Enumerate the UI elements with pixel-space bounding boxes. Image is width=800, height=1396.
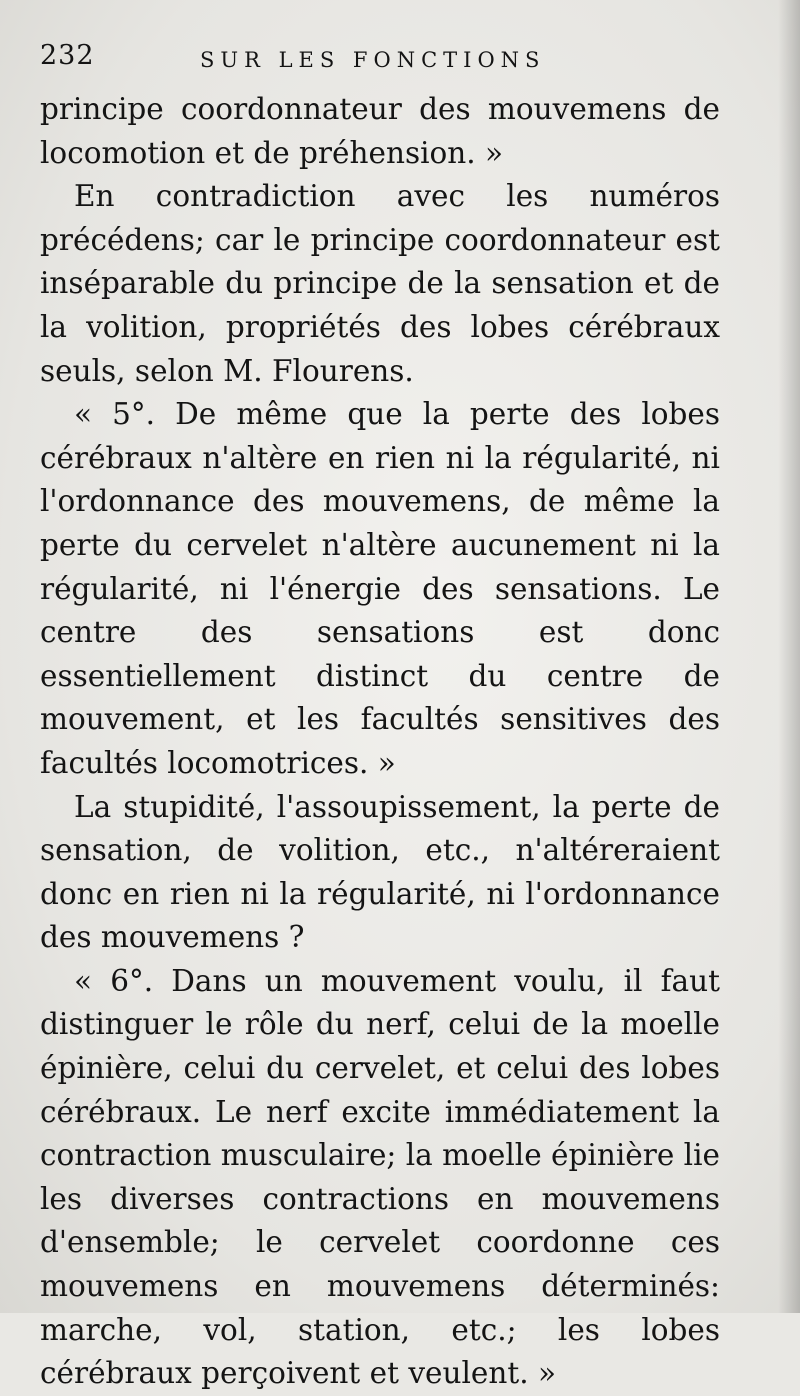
paragraph: En contradiction avec les numéros précédens; car le principe coordonnateur est inséparable du principe de la sensation et de la volition, propriétés des lobes cérébraux seuls, selon M. Flourens.	[40, 179, 720, 388]
paragraph: « 6°. Dans un mouvement voulu, il faut distinguer le rôle du nerf, celui de la moelle épinière, celui du cervelet, et celui des lobes cérébraux. Le nerf excite immédiatement la contraction musculaire; la moelle épinière lie les diverses contractions en mouvemens d'ensemble; le cervelet coordonne ces mouvemens en mouvemens déterminés: marche, vol, station, etc.; les lobes cérébraux perçoivent et veulent. »	[40, 963, 720, 1391]
page-header	[40, 40, 740, 80]
paragraph: « 5°. De même que la perte des lobes cérébraux n'altère en rien ni la régularité, ni l'ordonnance des mouvemens, de même la perte du cervelet n'altère aucunement ni la régularité, ni l'énergie des sensations. Le centre des sensations est donc essentiellement distinct du centre de mouvement, et les facultés sensitives des facultés locomotrices. »	[40, 397, 720, 780]
body-text	[40, 88, 720, 1396]
page-number: 232	[40, 40, 95, 71]
paragraph: La stupidité, l'assoupissement, la perte de sensation, de volition, etc., n'altéreraient donc en rien ni la régularité, ni l'ordonnance des mouvemens ?	[40, 789, 720, 955]
page-edge-shadow	[778, 0, 800, 1313]
paragraph: principe coordonnateur des mouvemens de locomotion et de préhension. »	[40, 92, 720, 170]
running-head: SUR LES FONCTIONS	[200, 48, 546, 72]
